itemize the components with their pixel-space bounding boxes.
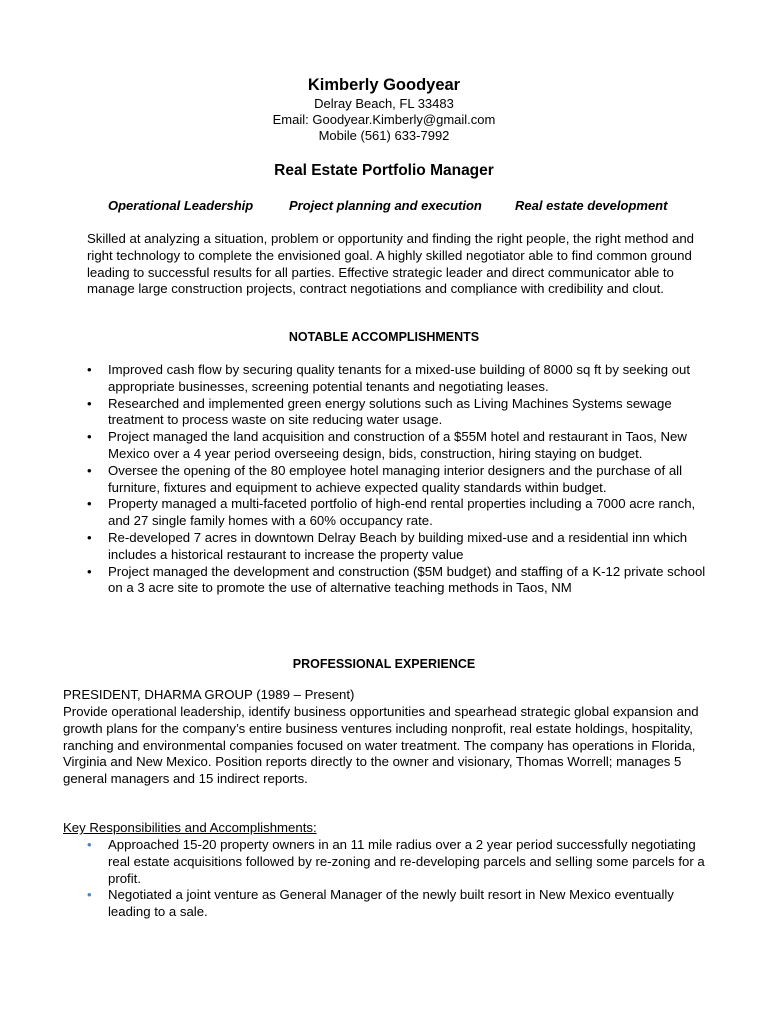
focus-area-item: Real estate development: [515, 198, 668, 213]
list-item: • Improved cash flow by securing quality tenants for a mixed-use building of 8000 sq ft by seeking out appropriate businesses, screening potential tenants and negotiating leases.: [87, 362, 712, 396]
list-item: • Project managed the land acquisition and construction of a $55M hotel and restaurant in Taos, New Mexico over a 4 year period overseeing design, bids, construction, hiring staying on budget.: [87, 429, 712, 463]
accomplishments-heading: NOTABLE ACCOMPLISHMENTS: [288, 330, 480, 344]
accomplishments-list: [87, 362, 712, 597]
email-text: Email: Goodyear.Kimberly@gmail.com: [272, 112, 496, 127]
list-item: • Negotiated a joint venture as General Manager of the newly built resort in New Mexico eventually leading to a sale.: [87, 887, 712, 921]
list-item: • Oversee the opening of the 80 employee hotel managing interior designers and the purchase of all furniture, fixtures and equipment to achieve expected quality standards within budget.: [87, 463, 712, 497]
role-title: PRESIDENT, DHARMA GROUP (1989 – Present): [63, 687, 355, 702]
list-item: • Project managed the development and construction ($5M budget) and staffing of a K-12 private school on a 3 acre site to promote the use of alternative teaching methods in Taos, NM: [87, 564, 712, 598]
contact-block: [0, 96, 768, 144]
candidate-name: Kimberly Goodyear: [307, 76, 461, 94]
experience-heading: PROFESSIONAL EXPERIENCE: [292, 657, 476, 671]
job-title: Real Estate Portfolio Manager: [274, 162, 494, 179]
focus-area-item: Project planning and execution: [289, 198, 482, 213]
list-item: • Approached 15-20 property owners in an 11 mile radius over a 2 year period successfully negotiating real estate acquisitions followed by re-zoning and re-developing parcels and selling some parcels for a profit.: [87, 837, 712, 887]
mobile-text: Mobile (561) 633-7992: [318, 128, 450, 143]
key-responsibilities-heading: Key Responsibilities and Accomplishments:: [63, 820, 317, 835]
key-responsibilities-list: [87, 837, 712, 921]
list-item: • Property managed a multi-faceted portfolio of high-end rental properties including a 7000 acre ranch, and 27 single family homes with a 60% occupancy rate.: [87, 496, 712, 530]
list-item: • Re-developed 7 acres in downtown Delray Beach by building mixed-use and a residential inn which includes a historical restaurant to increase the property value: [87, 530, 712, 564]
focus-area-item: Operational Leadership: [108, 198, 254, 213]
role-description: Provide operational leadership, identify business opportunities and spearhead strategic global expansion and growth plans for the company’s entire business ventures including nonprofit, real estate holdings, hospitality, ranching and environmental companies focused on water treatment. The company has operations in Florida, Virginia and New Mexico. Position reports directly to the owner and visionary, Thomas Worrell; manages 5 general managers and 15 indirect reports.: [63, 704, 699, 787]
list-item: • Researched and implemented green energy solutions such as Living Machines Systems sewage treatment to process waste on site reducing water usage.: [87, 396, 712, 430]
summary-paragraph: Skilled at analyzing a situation, problem or opportunity and finding the right people, the right method and right technology to complete the envisioned goal. A highly skilled negotiator able to find common ground leading to successful results for all parties. Effective strategic leader and direct communicator able to manage large construction projects, contract negotiations and compliance with credibility and clout.: [87, 231, 695, 297]
location-text: Delray Beach, FL 33483: [314, 96, 454, 111]
